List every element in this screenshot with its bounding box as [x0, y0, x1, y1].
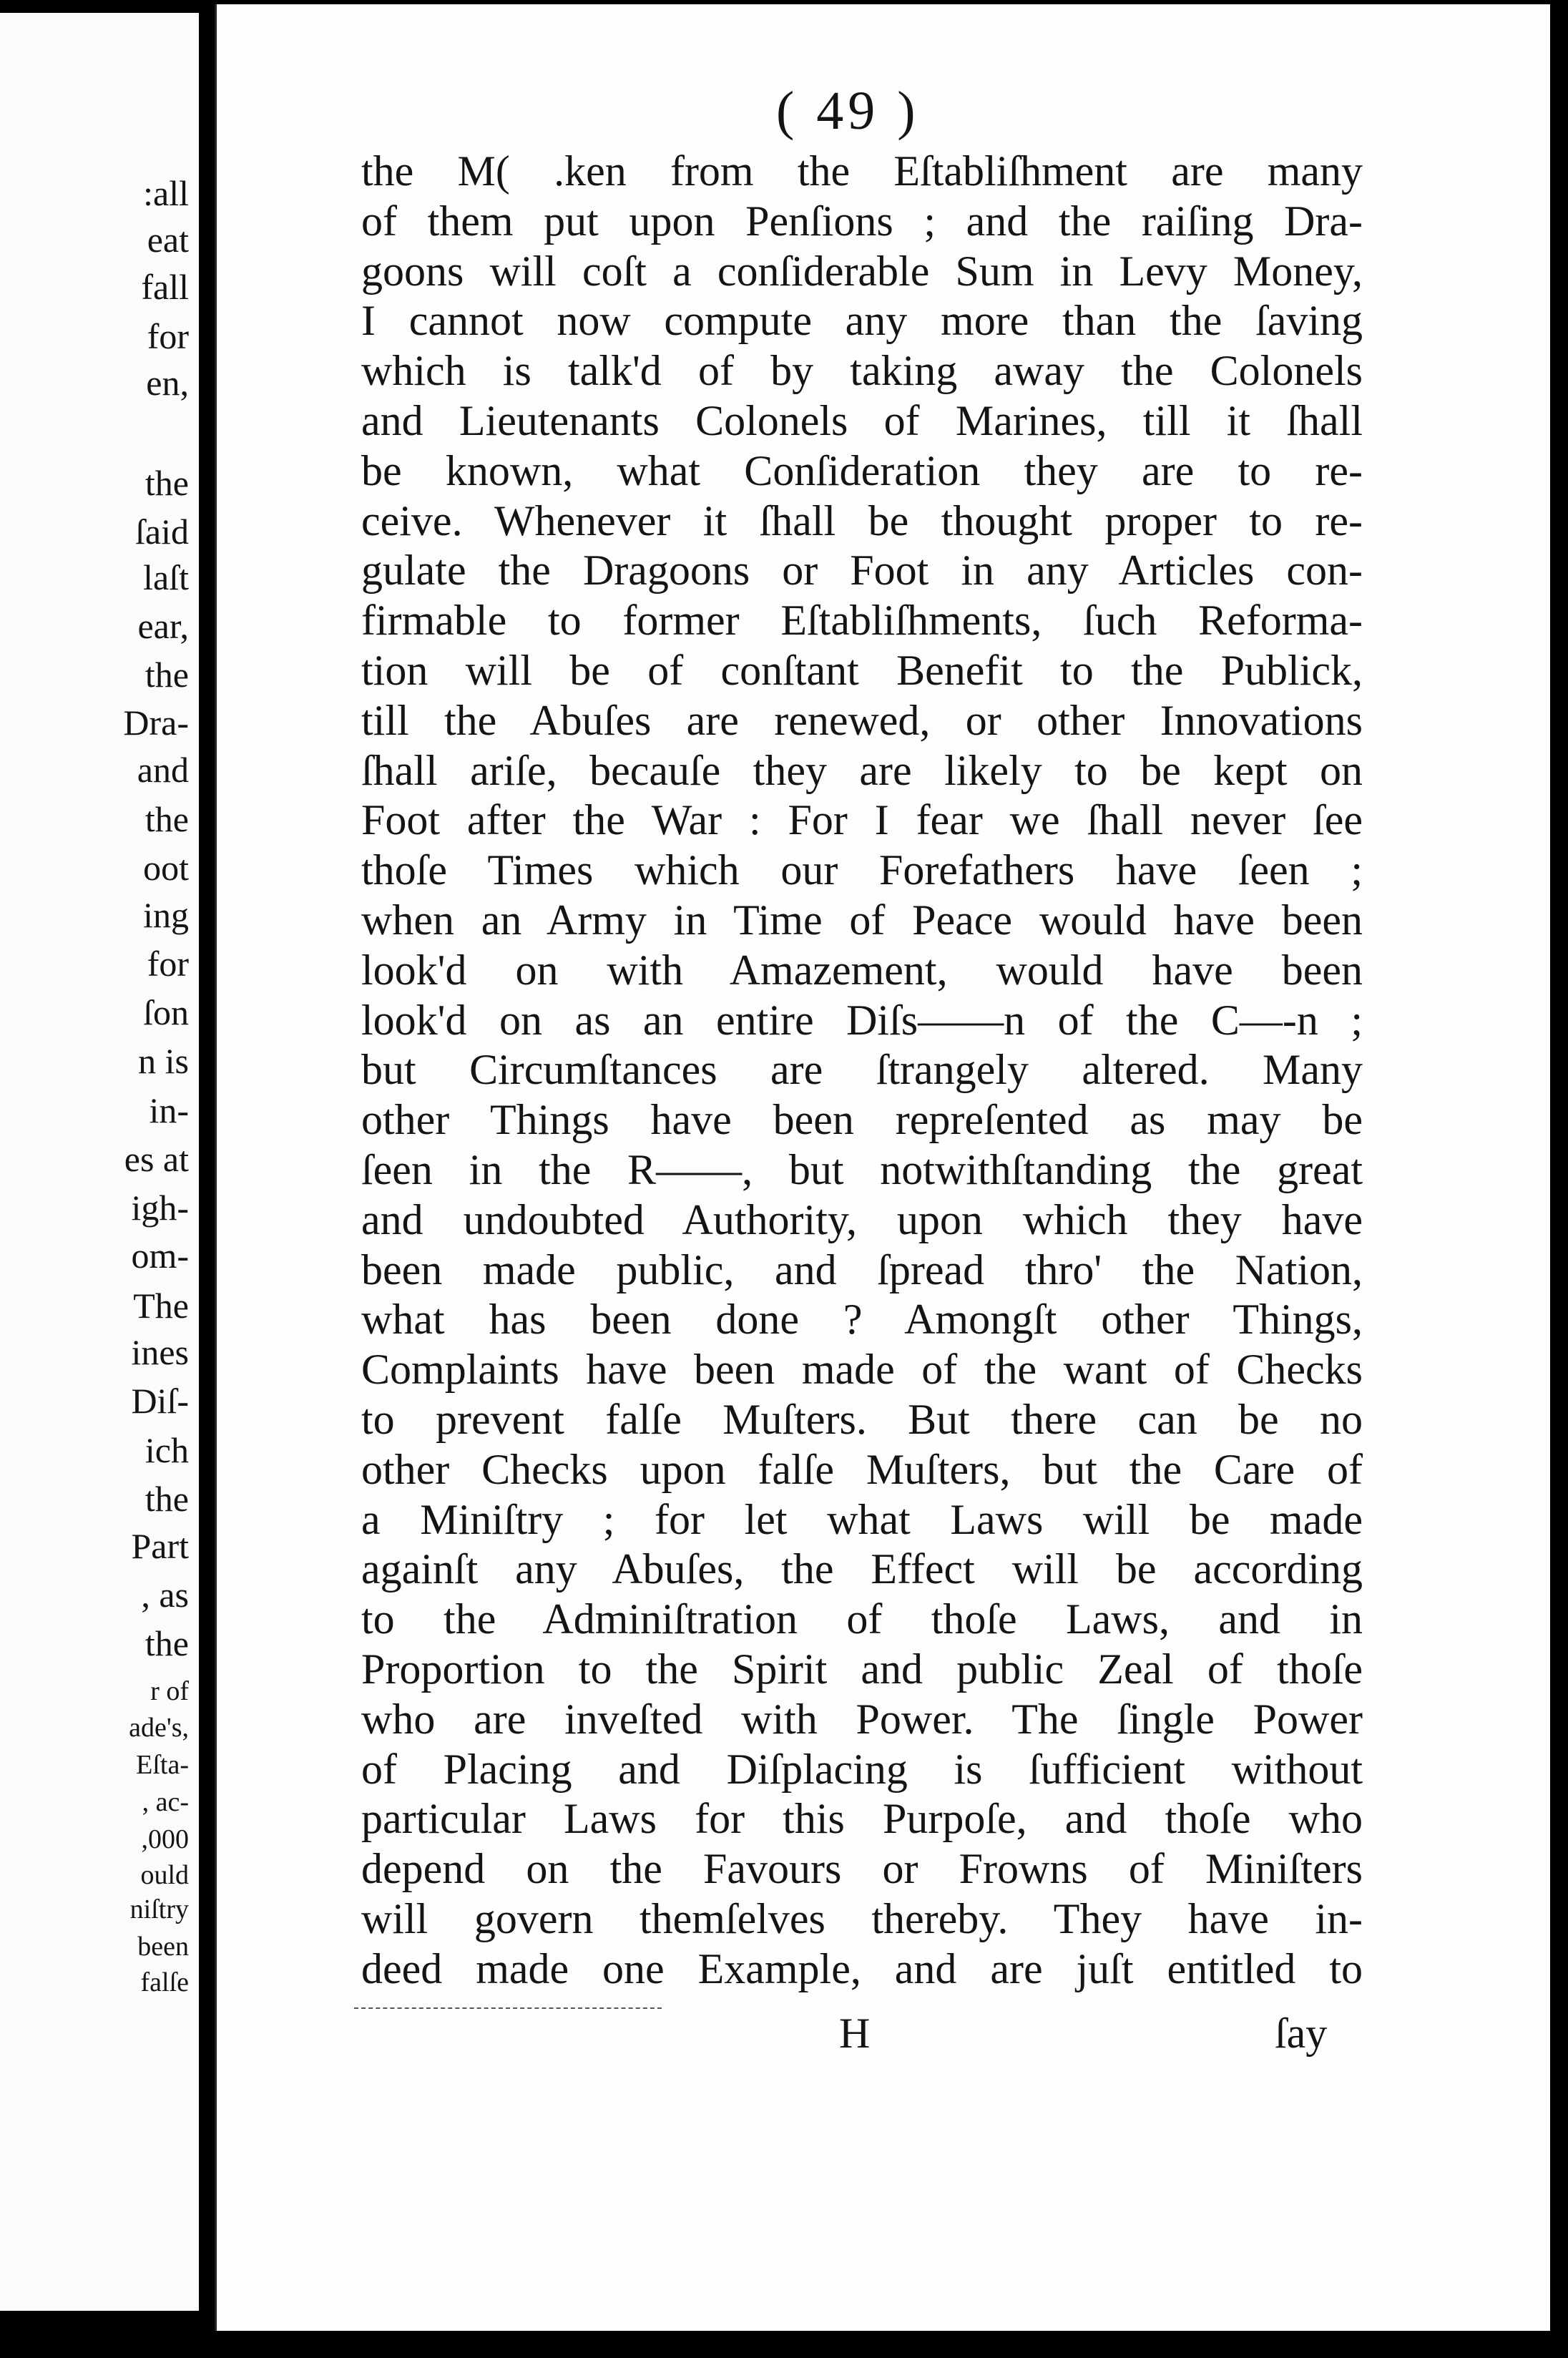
- text-line: what has been done ? Amongſt other Things,: [361, 1296, 1363, 1344]
- text-line: other Things have been repreſented as may be: [361, 1096, 1363, 1144]
- text-line: goons will coſt a conſiderable Sum in Levy Money,: [361, 247, 1363, 295]
- text-line: but Circumſtances are ſtrangely altered. Many: [361, 1046, 1363, 1094]
- catchword: ſay: [1275, 2010, 1328, 2057]
- text-line: look'd on with Amazement, would have been: [361, 946, 1363, 994]
- text-line: Complaints have been made of the want of Checks: [361, 1346, 1363, 1394]
- text-line: the M( .ken from the Eſtabliſhment are many: [361, 147, 1363, 195]
- text-line: deed made one Example, and are juſt entitled to: [361, 1944, 1363, 1992]
- text-line: Proportion to the Spirit and public Zeal of thoſe: [361, 1645, 1363, 1693]
- margin-fragment: Diſ-: [131, 1381, 189, 1421]
- margin-fragment: and: [137, 750, 189, 790]
- page-number: ( 49 ): [776, 81, 920, 141]
- margin-fragment: en,: [146, 363, 189, 403]
- margin-fragment: the: [144, 463, 189, 503]
- margin-fragment: for: [147, 316, 189, 356]
- text-line: of Placing and Diſplacing is ſufficient without: [361, 1745, 1363, 1793]
- text-line: who are inveſted with Power. The ſingle Power: [361, 1695, 1363, 1743]
- signature-mark: H: [839, 2010, 871, 2057]
- margin-fragment: ould: [140, 1860, 189, 1890]
- margin-fragment: oot: [143, 848, 189, 888]
- text-line: ſhall ariſe, becauſe they are likely to be kept on: [361, 746, 1363, 794]
- text-line: Foot after the War : For I fear we ſhall never ſee: [361, 796, 1363, 844]
- margin-fragment: the: [144, 799, 189, 839]
- margin-fragment: in-: [149, 1090, 189, 1130]
- margin-fragment: r of: [150, 1676, 189, 1706]
- previous-page-margin: [0, 13, 199, 2311]
- text-line: tion will be of conſtant Benefit to the Publick,: [361, 646, 1363, 694]
- margin-fragment: niſtry: [129, 1894, 189, 1924]
- margin-fragment: Part: [131, 1526, 189, 1566]
- margin-fragment: igh-: [131, 1188, 189, 1228]
- text-line: till the Abuſes are renewed, or other Innovations: [361, 696, 1363, 744]
- margin-fragment: es at: [124, 1139, 189, 1179]
- margin-fragment: Eſta-: [136, 1750, 189, 1780]
- margin-fragment: ,000: [141, 1824, 189, 1854]
- text-line: particular Laws for this Purpoſe, and thoſe who: [361, 1795, 1363, 1843]
- text-line: when an Army in Time of Peace would have been: [361, 896, 1363, 944]
- margin-fragment: laſt: [143, 557, 189, 597]
- margin-fragment: Dra-: [123, 703, 189, 743]
- margin-fragment: fall: [141, 267, 189, 307]
- margin-fragment: the: [144, 655, 189, 695]
- margin-fragment: ing: [143, 895, 189, 935]
- margin-fragment: n is: [138, 1041, 189, 1081]
- text-line: be known, what Conſideration they are to re-: [361, 446, 1363, 494]
- text-line: firmable to former Eſtabliſhments, ſuch Reforma-: [361, 597, 1363, 645]
- margin-fragment: ſon: [143, 992, 189, 1032]
- margin-fragment: been: [137, 1932, 189, 1962]
- margin-fragment: :all: [143, 173, 189, 213]
- text-line: ceive. Whenever it ſhall be thought proper to re-: [361, 496, 1363, 544]
- margin-fragment: ade's,: [129, 1713, 189, 1743]
- margin-fragment: for: [147, 944, 189, 984]
- margin-fragment: , as: [141, 1575, 189, 1615]
- margin-fragment: eat: [147, 220, 189, 260]
- text-line: will govern themſelves thereby. They have in-: [361, 1894, 1363, 1942]
- margin-fragment: ich: [144, 1430, 189, 1470]
- text-line: to the Adminiſtration of thoſe Laws, and in: [361, 1595, 1363, 1643]
- margin-fragment: ines: [131, 1332, 189, 1372]
- margin-fragment: The: [133, 1286, 189, 1326]
- footer-rule: [354, 2007, 662, 2009]
- margin-fragment: om-: [131, 1236, 189, 1276]
- text-line: been made public, and ſpread thro' the Nation,: [361, 1246, 1363, 1293]
- margin-fragment: ſaid: [135, 512, 189, 552]
- text-line: I cannot now compute any more than the ſaving: [361, 297, 1363, 345]
- text-line: other Checks upon falſe Muſters, but the Care of: [361, 1445, 1363, 1493]
- text-line: which is talk'd of by taking away the Colonels: [361, 347, 1363, 395]
- margin-fragment: the: [144, 1479, 189, 1519]
- margin-fragment: falſe: [140, 1967, 189, 1997]
- text-line: to prevent falſe Muſters. But there can be no: [361, 1395, 1363, 1443]
- text-line: a Miniſtry ; for let what Laws will be made: [361, 1495, 1363, 1543]
- text-line: and Lieutenants Colonels of Marines, till it ſhall: [361, 396, 1363, 444]
- text-line: gulate the Dragoons or Foot in any Articles con-: [361, 547, 1363, 595]
- body-text: [361, 147, 1363, 1994]
- text-line: depend on the Favours or Frowns of Miniſters: [361, 1845, 1363, 1893]
- text-line: look'd on as an entire Diſs——n of the C—-n ;: [361, 996, 1363, 1044]
- margin-fragment: , ac-: [142, 1787, 189, 1817]
- text-line: of them put upon Penſions ; and the raiſing Dra-: [361, 197, 1363, 245]
- text-line: and undoubted Authority, upon which they have: [361, 1195, 1363, 1243]
- text-line: ſeen in the R——, but notwithſtanding the great: [361, 1145, 1363, 1193]
- scan-border: [0, 2331, 1568, 2358]
- text-line: thoſe Times which our Forefathers have ſeen ;: [361, 846, 1363, 894]
- margin-fragment: ear,: [137, 606, 189, 646]
- text-line: againſt any Abuſes, the Effect will be according: [361, 1545, 1363, 1593]
- margin-fragment: the: [144, 1623, 189, 1663]
